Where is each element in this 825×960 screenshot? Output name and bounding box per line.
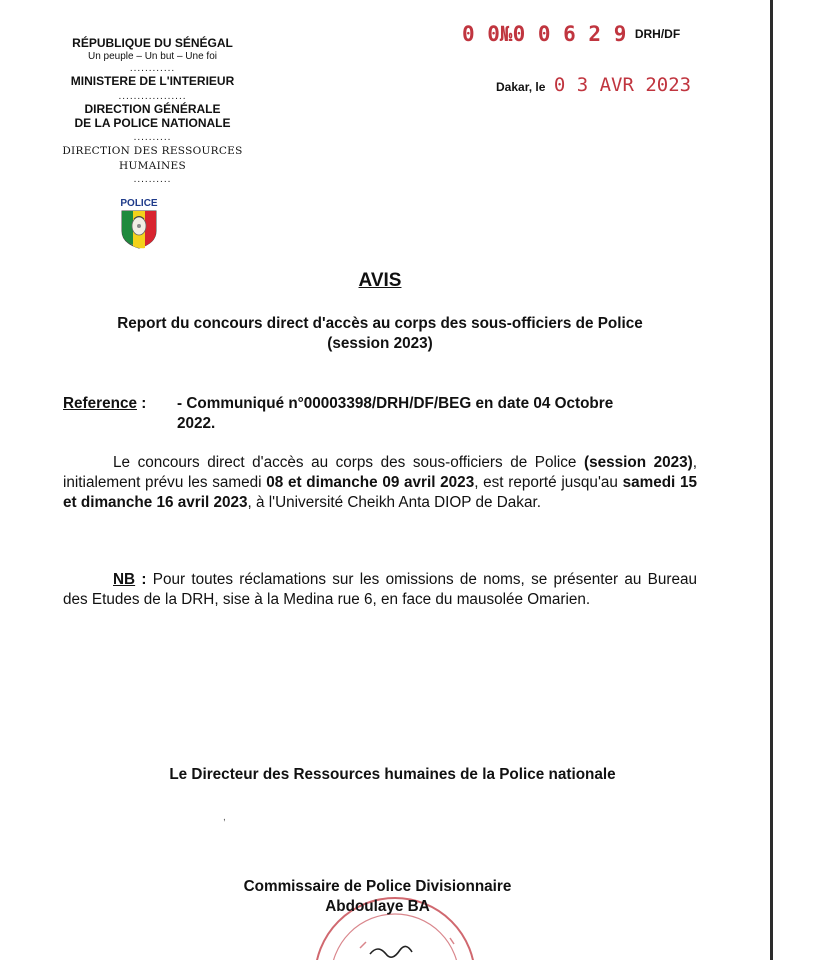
direction-generale: DIRECTION GÉNÉRALE [84, 102, 221, 116]
note-colon: : [135, 571, 147, 588]
republic-name: RÉPUBLIQUE DU SÉNÉGAL [72, 36, 233, 50]
separator: .......... [133, 132, 172, 143]
shield-icon [114, 209, 164, 249]
logo-label: POLICE [120, 198, 158, 209]
note-text: Pour toutes réclamations sur les omissions de noms, se présenter au Bureau des Etudes de la DRH, sise à la Medina rue 6, en face du mausolée Omarien. [63, 571, 697, 608]
reference-number-stamp [462, 22, 702, 52]
reference-text [177, 394, 657, 434]
paragraph-bold: (session 2023) [584, 454, 693, 471]
reference-label [63, 394, 146, 414]
paragraph-text: , initialement prévu les samedi [63, 454, 697, 491]
signatory-rank: Commissaire de Police Divisionnaire [243, 878, 512, 895]
signatory-name: Abdoulaye BA [325, 898, 430, 915]
subtitle-line2: (session 2023) [327, 335, 433, 352]
police-badge-logo [114, 198, 164, 252]
new-dates: samedi 15 et dimanche 16 avril 2023 [63, 474, 697, 511]
national-motto: Un peuple – Un but – Une foi [88, 51, 217, 62]
note-paragraph [63, 570, 697, 610]
reference-colon: : [136, 395, 147, 412]
note-label: NB [113, 571, 136, 588]
direction-generale-line2: DE LA POLICE NATIONALE [74, 116, 231, 130]
director-title: Le Directeur des Ressources humaines de la Police nationale [169, 766, 616, 783]
place-date-line [496, 74, 696, 96]
paragraph-text: , à l'Université Cheikh Anta DIOP de Dakar. [247, 494, 541, 511]
place-label: Dakar, le [496, 80, 546, 94]
reference-line2: 2022. [177, 415, 216, 432]
stamp-number: 0 0№0 0 6 2 9 [462, 22, 627, 46]
date-stamp: 0 3 AVR 2023 [553, 74, 692, 96]
separator: ............ [129, 63, 176, 74]
original-dates: 08 et dimanche 09 avril 2023 [266, 474, 475, 491]
paragraph-text: , est reporté jusqu'au [474, 474, 623, 491]
ministry-name: MINISTERE DE L'INTERIEUR [70, 74, 235, 88]
reference-line1: - Communiqué n°00003398/DRH/DF/BEG en date 04 Octobre [177, 395, 614, 412]
notice-title: AVIS [358, 270, 402, 291]
drh-name-line2: HUMAINES [119, 160, 186, 172]
subtitle-line1: Report du concours direct d'accès au corps des sous-officiers de Police [117, 315, 643, 332]
paragraph-text: Le concours direct d'accès au corps des sous-officiers de Police [113, 454, 584, 471]
page-edge-line [770, 0, 773, 960]
drh-name: DIRECTION DES RESSOURCES [62, 145, 243, 157]
separator: .................. [118, 91, 187, 102]
stamp-suffix: DRH/DF [634, 27, 681, 41]
reference-label-text: Reference [63, 395, 137, 412]
notice-subtitle [0, 314, 760, 354]
letterhead [40, 36, 265, 185]
separator: .......... [133, 174, 172, 185]
postponement-paragraph [63, 453, 697, 513]
ink-mark: , [223, 812, 226, 823]
